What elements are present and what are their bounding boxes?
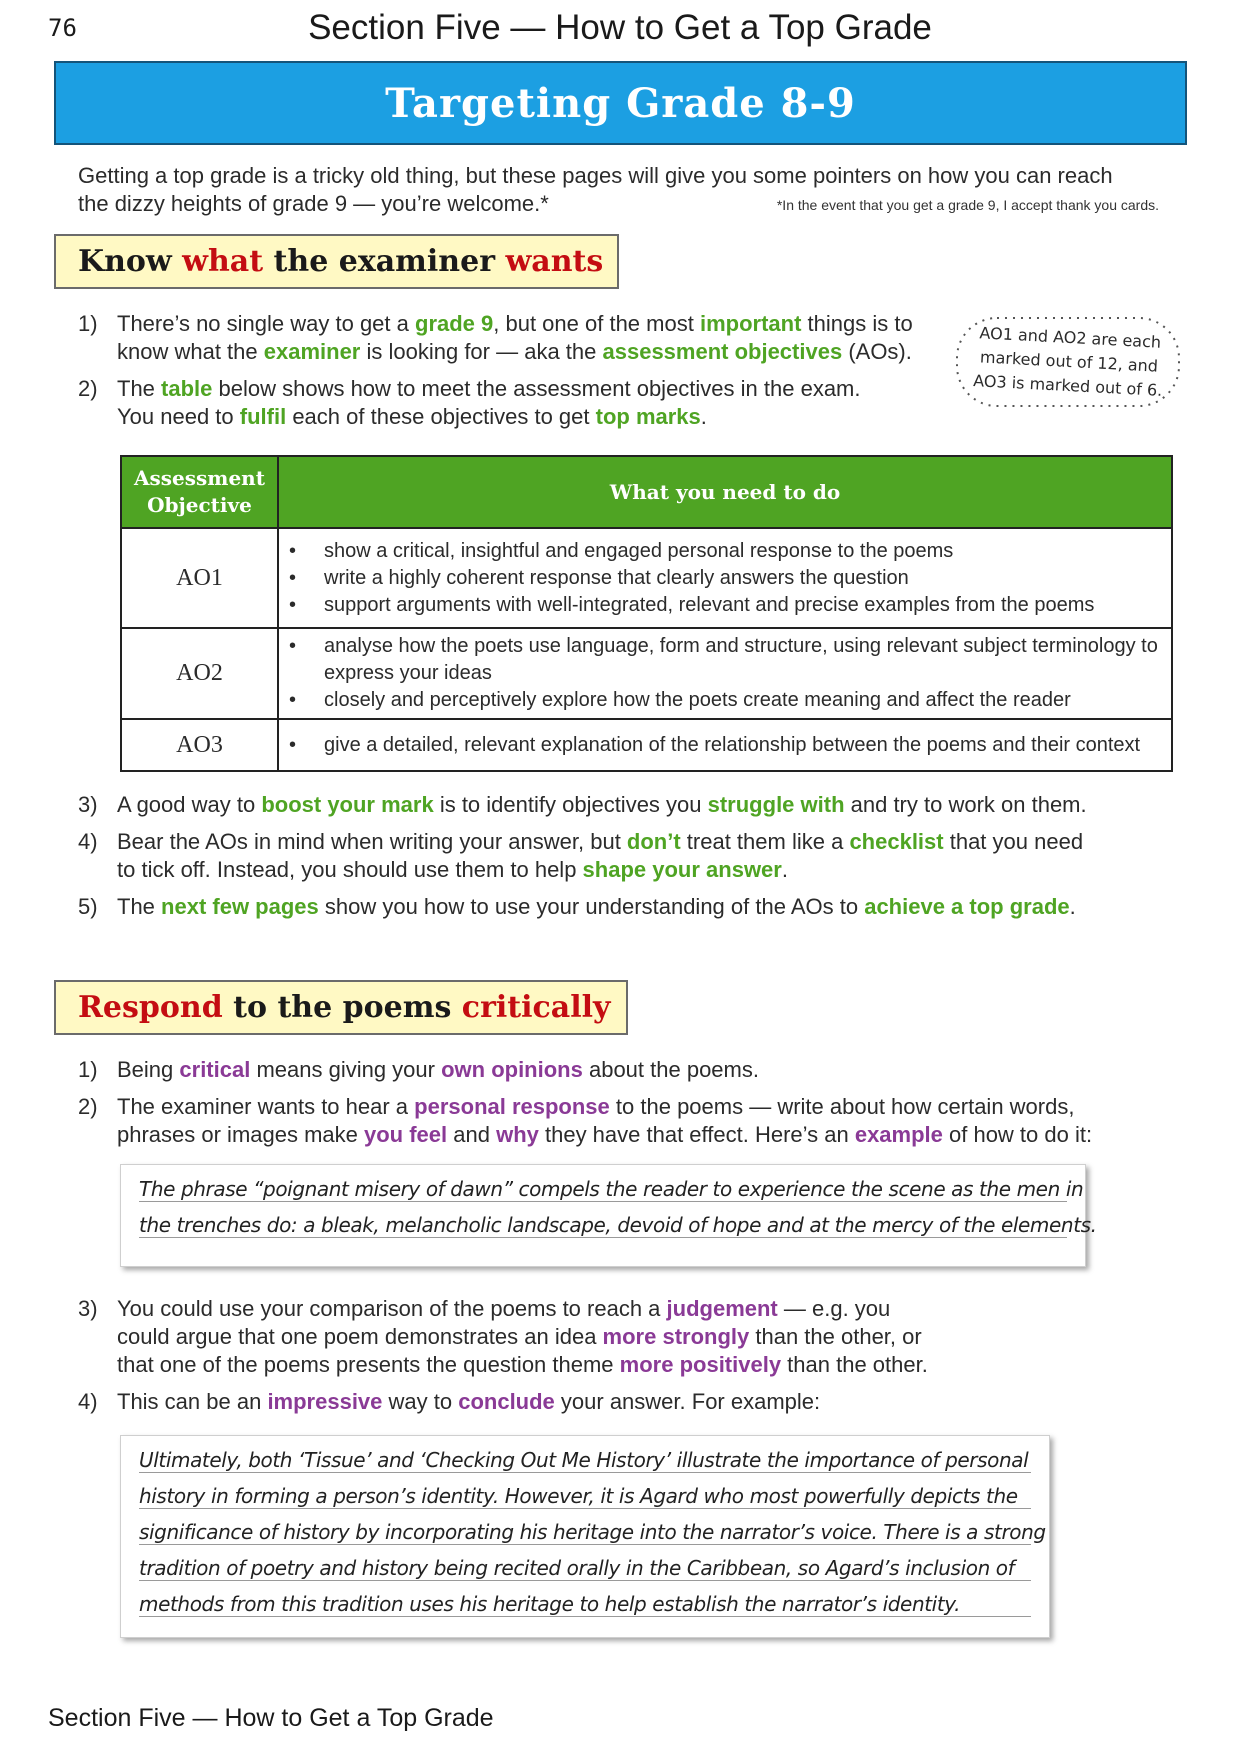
handwriting-line: The phrase “poignant misery of dawn” compels the reader to experience the scene as the men in bbox=[139, 1177, 1084, 1201]
example-response-box bbox=[120, 1164, 1097, 1267]
table-header-objective: Assessment Objective bbox=[121, 456, 278, 528]
table-row bbox=[121, 628, 1172, 719]
list-item: 1) Being critical means giving your own opinions about the poems. bbox=[78, 1057, 759, 1082]
ao-point: • closely and perceptively explore how the poets create meaning and affect the reader bbox=[289, 687, 1161, 714]
ao-point: • support arguments with well-integrated, relevant and precise examples from the poems bbox=[289, 592, 1161, 619]
critical-list-top bbox=[78, 1056, 1188, 1158]
handwriting-line: methods from this tradition uses his heritage to help establish the narrator’s identity. bbox=[139, 1592, 1031, 1617]
list-item: 4) This can be an impressive way to conclude your answer. For example: bbox=[78, 1389, 821, 1414]
ao-code: AO2 bbox=[121, 628, 278, 719]
intro-line: Getting a top grade is a tricky old thing, but these pages will give you some pointers on how you can reach bbox=[78, 163, 1113, 188]
assessment-objectives-table bbox=[120, 455, 1173, 772]
list-item: 2) The examiner wants to hear a personal response to the poems — write about how certain words, phrases or images make you feel and why they have that effect. Here’s an example of how to do it: bbox=[78, 1094, 1093, 1147]
handwriting-line: tradition of poetry and history being recited orally in the Caribbean, so Agard’s inclusion of bbox=[139, 1556, 1031, 1581]
ao-point: • analyse how the poets use language, form and structure, using relevant subject terminology to express your ideas bbox=[289, 633, 1161, 687]
ao-code: AO1 bbox=[121, 528, 278, 628]
section-header: Section Five — How to Get a Top Grade bbox=[308, 8, 932, 47]
ao-point: • give a detailed, relevant explanation of the relationship between the poems and their context bbox=[289, 732, 1161, 759]
handwriting-line: Ultimately, both ‘Tissue’ and ‘Checking Out Me History’ illustrate the importance of personal bbox=[139, 1448, 1031, 1473]
table-row bbox=[121, 528, 1172, 628]
heading-text: Respond to the poems critically bbox=[78, 990, 611, 1025]
footnote: *In the event that you get a grade 9, I accept thank you cards. bbox=[776, 197, 1159, 213]
intro-line: the dizzy heights of grade 9 — you’re welcome.* bbox=[78, 191, 549, 216]
ao-code: AO3 bbox=[121, 719, 278, 771]
section-heading-critically bbox=[54, 980, 628, 1035]
table-header-what-to-do: What you need to do bbox=[278, 456, 1172, 528]
page-title: Targeting Grade 8-9 bbox=[385, 79, 856, 127]
examiner-list-bottom bbox=[78, 791, 1188, 930]
ao-point: • show a critical, insightful and engaged personal response to the poems bbox=[289, 538, 1161, 565]
list-item: 3) You could use your comparison of the poems to reach a judgement — e.g. you could argue that one poem demonstrates an idea more strongly than the other, or that one of the poems presents the question theme more positively than the other. bbox=[78, 1296, 928, 1377]
footer-section-title: Section Five — How to Get a Top Grade bbox=[48, 1704, 494, 1732]
heading-text: Know what the examiner wants bbox=[78, 244, 604, 279]
list-item: 1) There’s no single way to get a grade 9, but one of the most important things is to know what the examiner is looking for — aka the assessment objectives (AOs). bbox=[78, 311, 913, 364]
page-number: 76 bbox=[48, 14, 77, 42]
handwriting-line: significance of history by incorporating his heritage into the narrator’s voice. There is a strong bbox=[139, 1520, 1046, 1544]
section-heading-examiner bbox=[54, 234, 619, 289]
critical-list-bottom bbox=[78, 1295, 1188, 1425]
examiner-list-top bbox=[78, 310, 948, 440]
side-note bbox=[953, 312, 1183, 412]
table-row bbox=[121, 719, 1172, 771]
list-item: 5) The next few pages show you how to use your understanding of the AOs to achieve a top grade. bbox=[78, 894, 1076, 919]
list-item: 3) A good way to boost your mark is to identify objectives you struggle with and try to work on them. bbox=[78, 792, 1087, 817]
handwriting-line: history in forming a person’s identity. However, it is Agard who most powerfully depicts the bbox=[139, 1484, 1031, 1509]
example-conclusion-box bbox=[120, 1435, 1050, 1638]
handwriting-line: the trenches do: a bleak, melancholic landscape, devoid of hope and at the mercy of the elements. bbox=[139, 1213, 1097, 1237]
list-item: 4) Bear the AOs in mind when writing your answer, but don’t treat them like a checklist that you need to tick off. Instead, you should use them to help shape your answer. bbox=[78, 829, 1084, 882]
list-item: 2) The table below shows how to meet the assessment objectives in the exam. You need to fulfil each of these objectives to get top marks. bbox=[78, 376, 861, 429]
ao-point: • write a highly coherent response that clearly answers the question bbox=[289, 565, 1161, 592]
side-note-text: AO1 and AO2 are each marked out of 12, and AO3 is marked out of 6. bbox=[972, 323, 1163, 400]
title-banner bbox=[54, 61, 1187, 145]
